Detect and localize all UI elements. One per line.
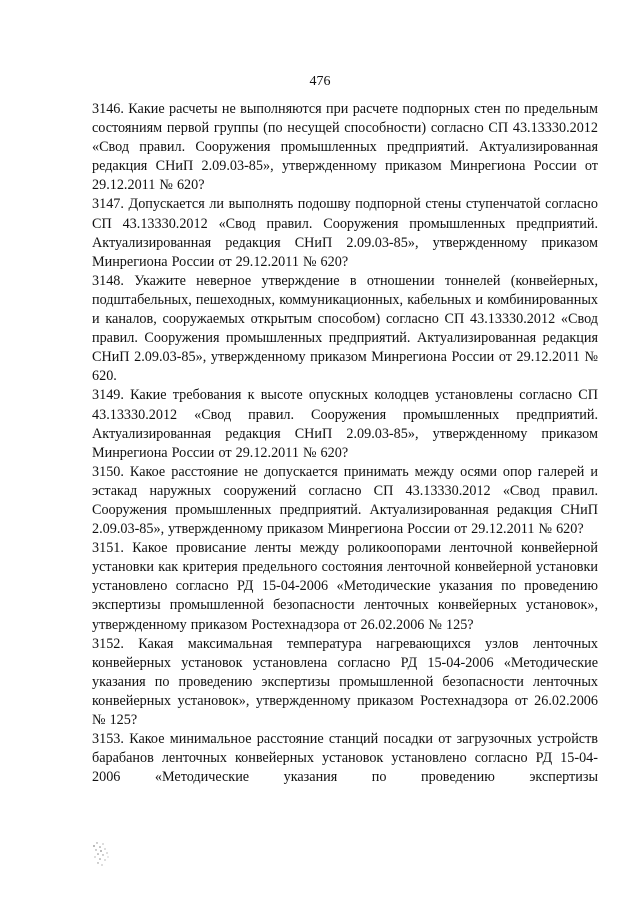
question-3148: 3148. Укажите неверное утверждение в отношении тоннелей (конвейерных, подштабельных, пешеходных, коммуникационных, кабельных и комбинированных и каналов, сооружаемых открытым способом) согласно СП 43.13330.2012 «Свод правил. Сооружения промышленных предприятий. Актуализированная редакция СНиП 2.09.03-85», утвержденному приказом Минрегиона России от 29.12.2011 № 620. (92, 272, 598, 385)
scan-speckle-mark (88, 838, 118, 870)
question-3146: 3146. Какие расчеты не выполняются при расчете подпорных стен по предельным состояниям первой группы (по несущей способности) согласно СП 43.13330.2012 «Свод правил. Сооружения промышленных предприятий. Актуализированная редакция СНиП 2.09.03-85», утвержденному приказом Минрегиона России от 29.12.2011 № 620? (92, 101, 598, 194)
question-3153: 3153. Какое минимальное расстояние станций посадки от загрузочных устройств барабанов ленточных конвейерных установок установлено согласно РД 15-04-2006 «Методические указания по проведению экспертизы (92, 731, 598, 786)
page-number: 476 (309, 74, 331, 89)
question-3147: 3147. Допускается ли выполнять подошву подпорной стены ступенчатой согласно СП 43.13330.2012 «Свод правил. Сооружения промышленных предприятий. Актуализированная редакция СНиП 2.09.03-85», утвержденному приказом Минрегиона России от 29.12.2011 № 620? (92, 196, 598, 270)
question-3151: 3151. Какое провисание ленты между роликоопорами ленточной конвейерной установки как критерия предельного состояния ленточной конвейерной установки установлено согласно РД 15-04-2006 «Методические указания по проведению экспертизы промышленной безопасности ленточных конвейерных установок», утвержденному приказом Ростехнадзора от 26.02.2006 № 125? (92, 540, 598, 633)
question-3152: 3152. Какая максимальная температура нагревающихся узлов ленточных конвейерных установок установлена согласно РД 15-04-2006 «Методические указания по проведению экспертизы промышленной безопасности ленточных конвейерных установок», утвержденному приказом Ростехнадзора от 26.02.2006 № 125? (92, 635, 598, 728)
question-3149: 3149. Какие требования к высоте опускных колодцев установлены согласно СП 43.13330.2012 «Свод правил. Сооружения промышленных предприятий. Актуализированная редакция СНиП 2.09.03-85», утвержденному приказом Минрегиона России от 29.12.2011 № 620? (92, 387, 598, 461)
question-list (92, 100, 598, 787)
question-3150: 3150. Какое расстояние не допускается принимать между осями опор галерей и эстакад наружных сооружений согласно СП 43.13330.2012 «Свод правил. Сооружения промышленных предприятий. Актуализированная редакция СНиП 2.09.03-85», утвержденному приказом Минрегиона России от 29.12.2011 № 620? (92, 463, 598, 538)
